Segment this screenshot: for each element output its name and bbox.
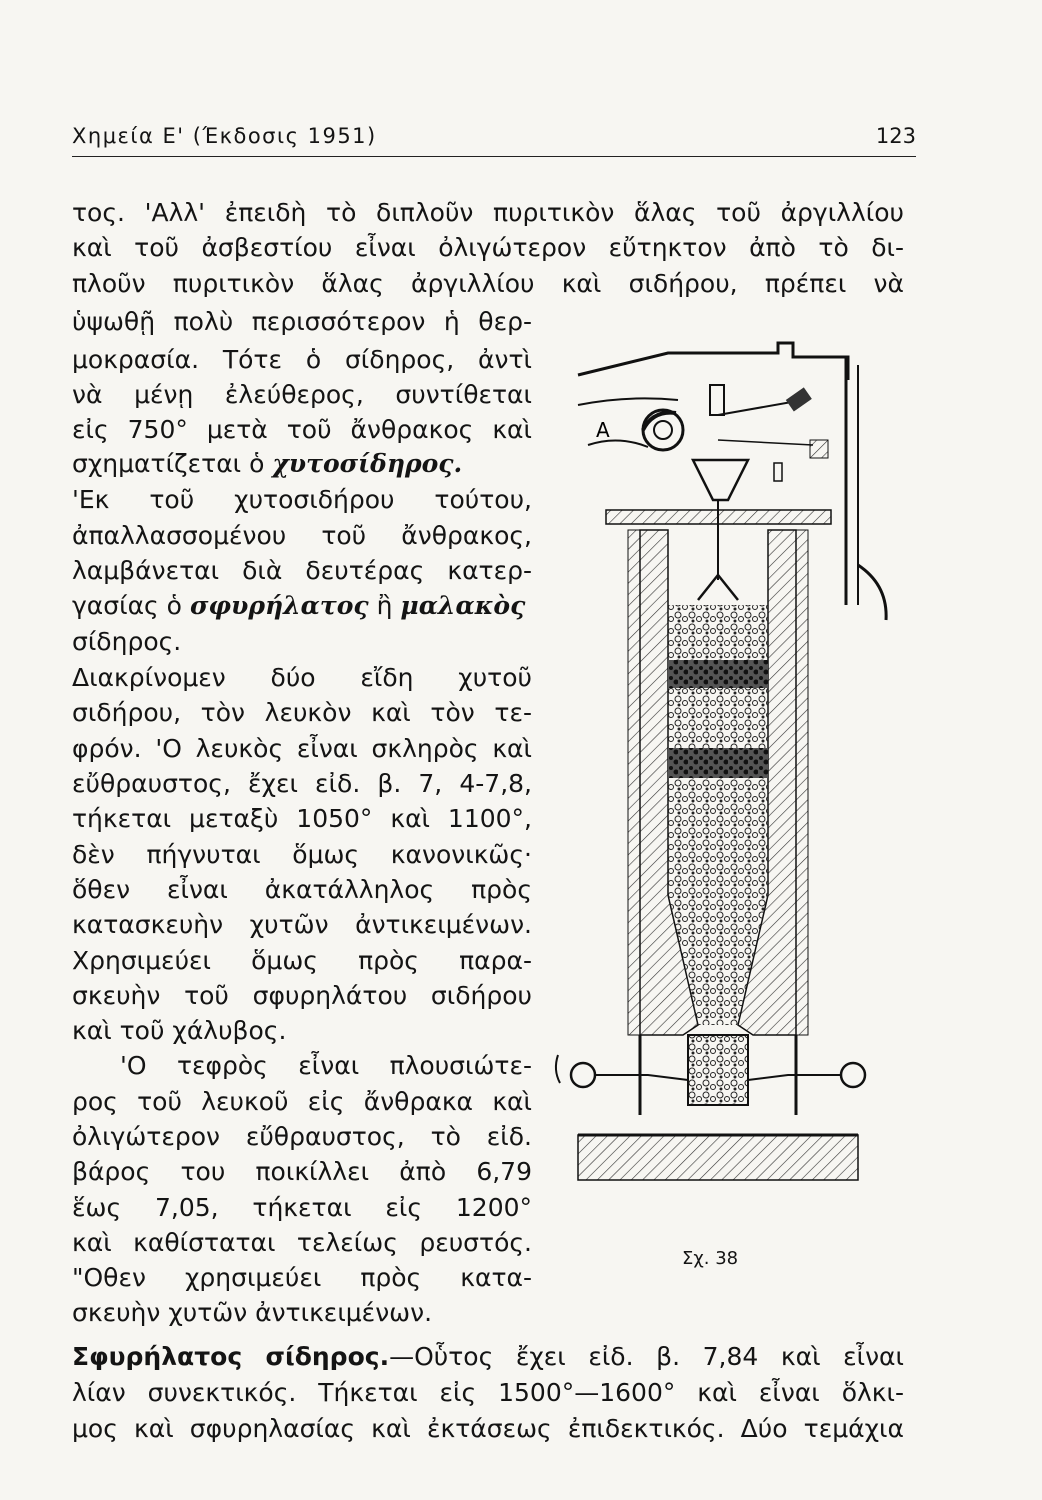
text-line [72,1342,904,1372]
label-a: A [596,418,610,442]
blast-furnace-figure [548,335,888,1215]
text-line: εὔθραυστος, ἔχει εἰδ. β. 7, 4-7,8, [72,769,532,798]
text-line [72,449,532,479]
text-line: ἀπαλλασσομένου τοῦ ἄνθρακος, [72,521,532,550]
text-line: Διακρίνομεν δύο εἴδη χυτοῦ [72,663,532,692]
text-line: δὲν πήγνυται ὅμως κανονικῶς· [72,840,532,869]
text-line: σιδήρου, τὸν λευκὸν καὶ τὸν τε- [72,698,532,727]
skip-wheel [643,410,683,450]
text-segment: ἢ [376,591,393,620]
text-line: 'Εκ τοῦ χυτοσιδήρου τούτου, [72,485,532,514]
text-line: σκευὴν χυτῶν ἀντικειμένων. [72,1298,433,1327]
term-italic: χυτοσίδηρος. [272,449,463,478]
text-line [72,591,532,621]
text-segment: γασίας ὁ [72,591,182,620]
text-line: εἰς 750° μετὰ τοῦ ἄνθρακος καὶ [72,415,532,444]
text-line: ἕως 7,05, τήκεται εἰς 1200° [72,1193,532,1222]
text-line: λίαν συνεκτικός. Τήκεται εἰς 1500°—1600° καὶ εἶναι ὅλκι- [72,1378,904,1407]
text-line: νὰ μένῃ ἐλεύθερος, συντίθεται [72,380,532,409]
text-line: μος καὶ σφυρηλασίας καὶ ἐκτάσεως ἐπιδεκτικός. Δύο τεμάχια [72,1414,904,1443]
text-line: σκευὴν τοῦ σφυρηλάτου σιδήρου [72,981,532,1010]
text-line: καὶ καθίσταται τελείως ρευστός. [72,1228,532,1257]
text-segment: —Οὗτος ἔχει εἰδ. β. 7,84 καὶ εἶναι [389,1342,904,1371]
text-line: μοκρασία. Τότε ὁ σίδηρος, ἀντὶ [72,345,532,374]
text-segment: σχηματίζεται ὁ [72,449,265,478]
text-line: ρος τοῦ λευκοῦ εἰς ἄνθρακα καὶ [72,1087,532,1116]
term-italic: σφυρήλατος [189,591,369,620]
text-line: "Οθεν χρησιμεύει πρὸς κατα- [72,1263,532,1292]
text-line: λαμβάνεται διὰ δευτέρας κατερ- [72,556,532,585]
section-heading: Σφυρήλατος σίδηρος. [72,1342,390,1371]
text-line: καὶ τοῦ ἀσβεστίου εἶναι ὀλιγώτερον εὔτηκτον ἀπὸ τὸ δι- [72,233,904,262]
text-line: τήκεται μεταξὺ 1050° καὶ 1100°, [72,804,532,833]
text-line: ὀλιγώτερον εὔθραυστος, τὸ εἰδ. [72,1122,532,1151]
page-number: 123 [875,124,916,148]
text-line: τος. 'Αλλ' ἐπειδὴ τὸ διπλοῦν πυριτικὸν ἅλας τοῦ ἀργιλλίου [72,198,904,227]
text-line: καὶ τοῦ χάλυβος. [72,1016,287,1045]
text-line: 'Ο τεφρὸς εἶναι πλουσιώτε- [120,1051,532,1080]
term-italic: μαλακὸς [400,591,526,620]
text-line: ὑψωθῇ πολὺ περισσότερον ἡ θερ- [72,307,532,336]
text-line: ὅθεν εἶναι ἀκατάλληλος πρὸς [72,875,532,904]
text-line: κατασκευὴν χυτῶν ἀντικειμένων. [72,910,532,939]
text-line: βάρος του ποικίλλει ἀπὸ 6,79 [72,1157,532,1186]
running-header [72,124,916,157]
figure-caption: Σχ. 38 [682,1248,739,1269]
text-line: Χρησιμεύει ὅμως πρὸς παρα- [72,946,532,975]
header-title: Χημεία Ε' (Έκδοσις 1951) [72,124,377,148]
text-line: φρόν. 'Ο λευκὸς εἶναι σκληρὸς καὶ [72,734,532,763]
text-line: σίδηρος. [72,627,182,656]
text-line: πλοῦν πυριτικὸν ἅλας ἀργιλλίου καὶ σιδήρου, πρέπει νὰ [72,269,904,298]
